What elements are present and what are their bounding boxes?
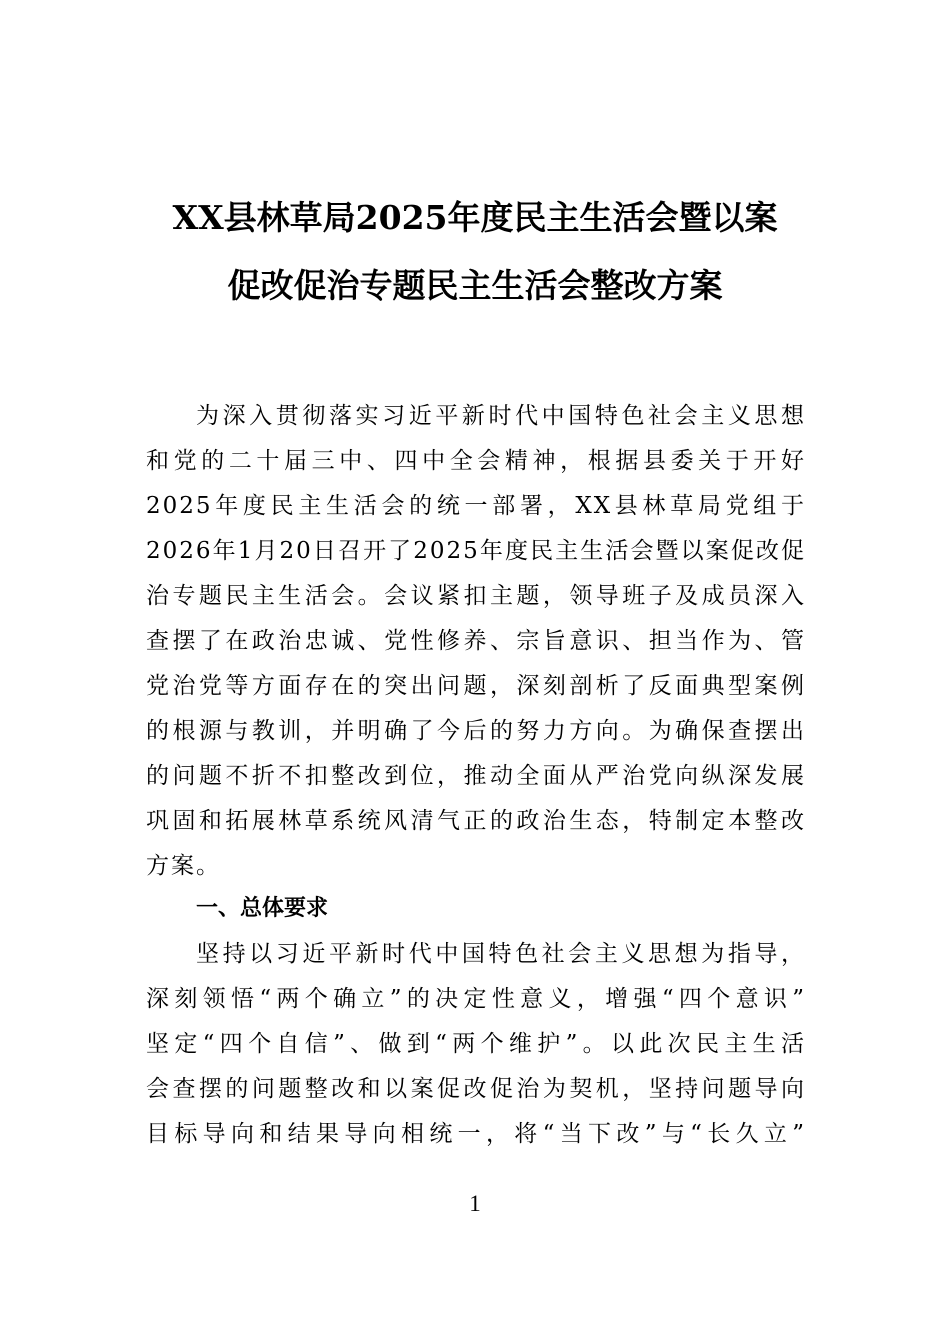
paragraph-line: 和党的二十届三中、四中全会精神，根据县委关于开好 <box>146 448 806 474</box>
paragraph-line: 坚定“四个自信”、做到“两个维护”。以此次民主生活 <box>146 1031 806 1057</box>
paragraph-line: 2026年1月20日召开了2025年度民主生活会暨以案促改促 <box>146 538 806 564</box>
intro-paragraph <box>146 394 806 894</box>
paragraph-line: 会查摆的问题整改和以案促改促治为契机，坚持问题导向 <box>146 1076 806 1102</box>
paragraph-line: 为深入贯彻落实习近平新时代中国特色社会主义思想 <box>196 403 806 429</box>
page-number: 1 <box>469 1191 481 1216</box>
paragraph-line: 2025年度民主生活会的统一部署，XX县林草局党组于 <box>146 493 806 519</box>
paragraph-line: 巩固和拓展林草系统风清气正的政治生态，特制定本整改 <box>146 808 806 834</box>
paragraph-line: 的问题不折不扣整改到位，推动全面从严治党向纵深发展 <box>146 763 806 789</box>
paragraph-line: 查摆了在政治忠诚、党性修养、宗旨意识、担当作为、管 <box>146 628 806 654</box>
paragraph-line: 坚持以习近平新时代中国特色社会主义思想为指导， <box>196 941 806 967</box>
document-title-line-1: XX县林草局2025年度民主生活会暨以案 <box>172 198 778 237</box>
section-1-paragraph <box>146 932 806 1162</box>
document-title-line-2: 促改促治专题民主生活会整改方案 <box>227 266 723 305</box>
paragraph-line: 目标导向和结果导向相统一，将“当下改”与“长久立” <box>146 1121 806 1147</box>
paragraph-line: 治专题民主生活会。会议紧扣主题，领导班子及成员深入 <box>146 583 806 609</box>
paragraph-line: 方案。 <box>146 853 221 879</box>
paragraph-line: 的根源与教训，并明确了今后的努力方向。为确保查摆出 <box>146 718 806 744</box>
section-heading: 一、总体要求 <box>196 896 329 921</box>
paragraph-line: 深刻领悟“两个确立”的决定性意义，增强“四个意识” <box>146 986 806 1012</box>
paragraph-line: 党治党等方面存在的突出问题，深刻剖析了反面典型案例 <box>146 673 806 699</box>
